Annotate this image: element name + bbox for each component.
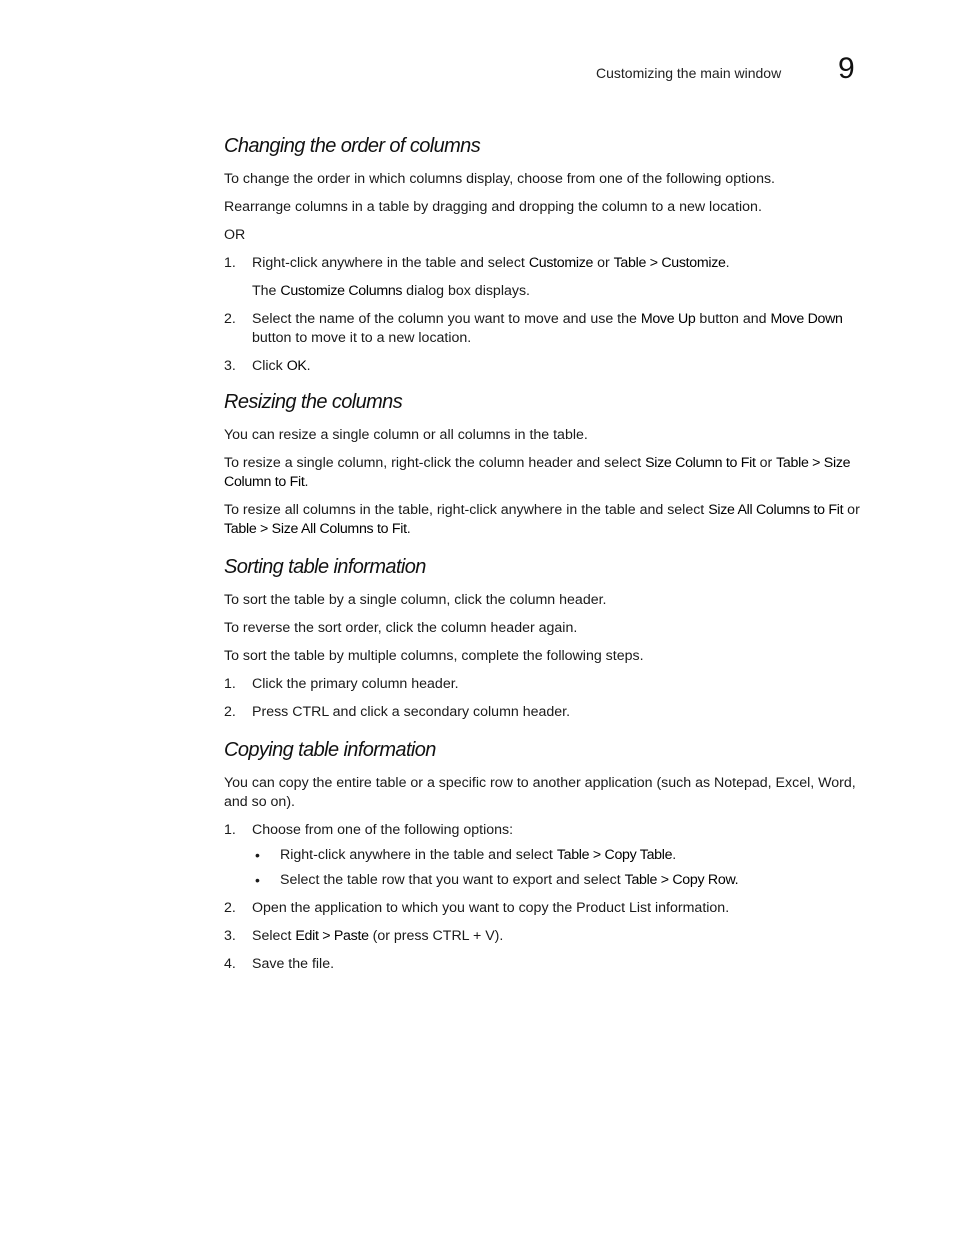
bullet-item (224, 846, 870, 865)
paragraph: You can resize a single column or all columns in the table. (224, 427, 588, 443)
chapter-number: 9 (838, 52, 855, 85)
ui-term: Size All Columns to Fit (708, 502, 844, 518)
paragraph-text: To resize a single column, right-click the column header and select (224, 455, 646, 471)
paragraph-text: or (755, 455, 777, 471)
step-number: 3. (224, 928, 236, 944)
bullet-icon: • (255, 872, 260, 888)
step-item (224, 357, 870, 376)
section-heading: Changing the order of columns (224, 135, 481, 157)
section-sorting-table (224, 553, 870, 722)
paragraph: To reverse the sort order, click the column header again. (224, 620, 578, 636)
step-number: 2. (224, 900, 236, 916)
step-text: Click the primary column header. (252, 676, 459, 692)
ui-term: Table > Size All Columns to Fit (224, 521, 407, 537)
step-item (224, 955, 870, 974)
running-header-title: Customizing the main window (596, 65, 782, 81)
step-text: Select (252, 928, 296, 944)
paragraph: To sort the table by a single column, click the column header. (224, 592, 607, 608)
step-item (224, 821, 870, 840)
section-heading: Resizing the columns (224, 391, 403, 413)
section-resizing-columns (224, 388, 870, 539)
step-item (224, 254, 870, 273)
ui-term: Table > Copy Table (556, 847, 673, 863)
step-item (224, 703, 870, 722)
step-text: Right-click anywhere in the table and select (252, 255, 529, 271)
ui-term: Edit > Paste (295, 928, 369, 944)
step-item (224, 675, 870, 694)
step-text: (or press CTRL + V). (368, 928, 504, 944)
paragraph: OR (224, 227, 246, 243)
note-text: The (252, 283, 281, 299)
step-text: Select the name of the column you want to move and use the (252, 311, 641, 327)
paragraph-text: or (843, 502, 860, 518)
ui-term: Table > Size Column to Fit (224, 455, 851, 490)
ui-term: Table > Copy Row. (624, 872, 739, 888)
step-text: . (725, 255, 730, 271)
paragraph: You can copy the entire table or a specific row to another application (such as Notepad, Excel, Word, and so on). (224, 775, 856, 810)
section-heading: Sorting table information (224, 556, 426, 578)
ui-term: Move Up (640, 311, 696, 327)
step-text: Open the application to which you want to copy the Product List information. (252, 900, 730, 916)
bullet-icon: • (255, 847, 260, 863)
page-header (0, 52, 954, 95)
step-text: or (593, 255, 614, 271)
step-number: 4. (224, 956, 236, 972)
bullet-text: Select the table row that you want to export and select (280, 872, 625, 888)
ui-term: Table > Customize (613, 255, 726, 271)
step-number: 2. (224, 311, 236, 327)
paragraph: Rearrange columns in a table by dragging and dropping the column to a new location. (224, 199, 762, 215)
step-text: button and (695, 311, 771, 327)
step-number: 2. (224, 704, 236, 720)
ui-term: OK (286, 358, 307, 374)
step-number: 3. (224, 358, 236, 374)
paragraph-text: . (304, 474, 309, 490)
paragraph: To sort the table by multiple columns, complete the following steps. (224, 648, 644, 664)
page-content (224, 132, 870, 974)
paragraph: To change the order in which columns display, choose from one of the following options. (224, 171, 775, 187)
bullet-text: . (672, 847, 677, 863)
ui-term: Move Down (770, 311, 843, 327)
step-note (224, 282, 870, 301)
step-number: 1. (224, 822, 236, 838)
section-copying-table (224, 736, 870, 974)
step-text: Save the file. (252, 956, 335, 972)
section-heading: Copying table information (224, 739, 436, 761)
paragraph-text: To resize all columns in the table, right-click anywhere in the table and select (224, 502, 709, 518)
ui-term: Customize (528, 255, 594, 271)
step-text: . (306, 358, 311, 374)
step-text: Press CTRL and click a secondary column header. (252, 704, 571, 720)
ui-term: Customize Columns (280, 283, 403, 299)
section-changing-order (224, 132, 870, 376)
step-item (224, 310, 870, 348)
step-item (224, 899, 870, 918)
paragraph (224, 454, 870, 492)
paragraph (224, 501, 870, 539)
bullet-text: Right-click anywhere in the table and select (280, 847, 557, 863)
paragraph-text: . (406, 521, 411, 537)
step-text: button to move it to a new location. (252, 330, 472, 346)
step-number: 1. (224, 676, 236, 692)
step-text: Choose from one of the following options: (252, 822, 514, 838)
bullet-item (224, 871, 870, 890)
note-text: dialog box displays. (402, 283, 530, 299)
ui-term: Size Column to Fit (645, 455, 756, 471)
step-number: 1. (224, 255, 236, 271)
step-text: Click (252, 358, 287, 374)
step-item (224, 927, 870, 946)
